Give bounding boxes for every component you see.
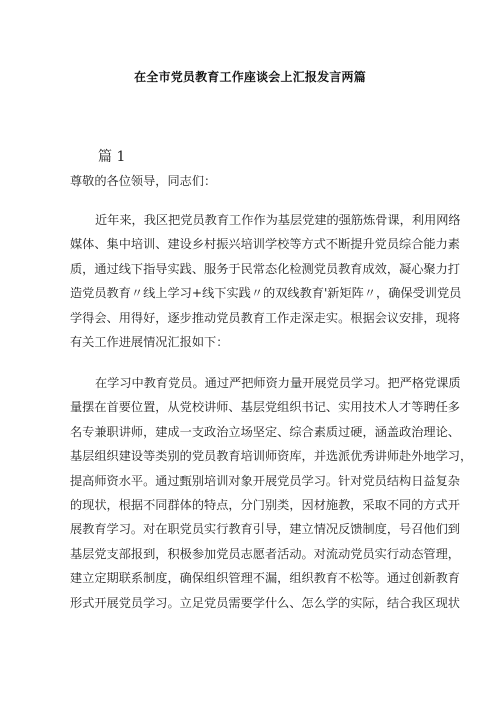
- paragraph-line: 在学习中教育党员。通过严把师资力量开展党员学习。把严格党课质: [95, 376, 461, 390]
- paragraph-1: [70, 208, 462, 354]
- paragraph-line: 有关工作进展情况汇报如下：: [70, 334, 229, 349]
- paragraph-line: 量摆在首要位置，从党校讲师、基层党组织书记、实用技术人才等聘任多: [70, 400, 460, 415]
- salutation: 尊敬的各位领导，同志们：: [70, 174, 217, 188]
- paragraph-line: 质，通过线下指导实践、服务于民常态化检测党员教育成效，凝心聚力打: [70, 261, 460, 276]
- paragraph-line: 名专兼职讲师，建成一支政治立场坚定、综合素质过硬，涵盖政治理论、: [70, 424, 460, 439]
- document-title: 在全市党员教育工作座谈会上汇报发言两篇: [134, 70, 366, 84]
- paragraph-line: 的现状，根据不同群体的特点，分门别类，因材施教，采取不同的方式开: [70, 497, 460, 512]
- paragraph-line: 形式开展党员学习。立足党员需要学什么、怎么学的实际，结合我区现状: [70, 595, 460, 610]
- paragraph-line: 造党员教育〃线上学习+线下实践〃的双线教育'新矩阵〃，确保受训党员: [70, 286, 462, 301]
- paragraph-line: 学得会、用得好，逐步推动党员教育工作走深走实。根据会议安排，现将: [70, 310, 460, 325]
- paragraph-line: 基层党支部报到，积极参加党员志愿者活动。对流动党员实行动态管理，: [70, 546, 460, 561]
- paragraph-2: [70, 371, 473, 615]
- paragraph-line: 提高师资水平。通过甄别培训对象开展党员学习。针对党员结构日益复杂: [70, 473, 460, 488]
- paragraph-line: 基层组织建设等类别的党员教育培训师资库，并选派优秀讲师赴外地学习，: [70, 449, 473, 464]
- paragraph-line: 展教育学习。对在职党员实行教育引导，建立情况反馈制度，号召他们到: [70, 522, 460, 537]
- paragraph-line: 建立定期联系制度，确保组织管理不漏，组织教育不松等。通过创新教育: [70, 571, 460, 586]
- paragraph-line: 媒体、集中培训、建设乡村振兴培训学校等方式不断提升党员综合能力素: [70, 237, 460, 252]
- part-heading: 篇 1: [98, 149, 126, 165]
- paragraph-line: 近年来，我区把党员教育工作作为基层党建的强筋炼骨课，利用网络: [95, 213, 461, 227]
